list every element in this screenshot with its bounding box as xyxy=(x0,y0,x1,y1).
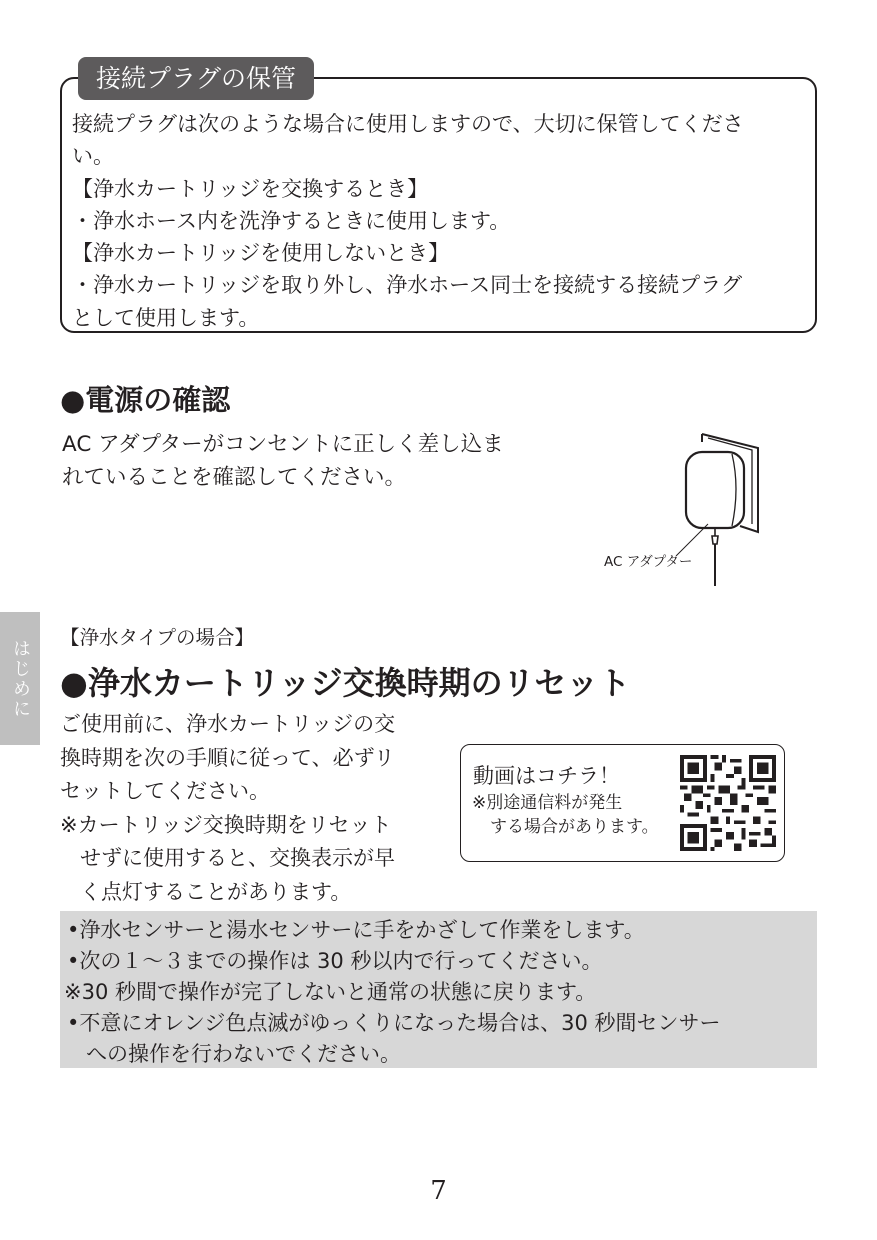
section-side-tab-label: はじめに xyxy=(10,638,31,719)
note-line: •次の１～３までの操作は 30 秒以内で行ってください。 xyxy=(67,949,603,973)
type-label: 【浄水タイプの場合】 xyxy=(60,626,255,649)
qr-code[interactable] xyxy=(680,755,776,851)
power-heading: ●電源の確認 xyxy=(60,383,231,417)
note-line: •浄水センサーと湯水センサーに手をかざして作業をします。 xyxy=(67,918,645,942)
ac-adapter-illustration xyxy=(590,428,780,588)
storage-title: 接続プラグの保管 xyxy=(78,57,314,100)
storage-line: ・浄水カートリッジを取り外し、浄水ホース同士を接続する接続プラグ xyxy=(72,273,743,298)
adapter-label: AC アダプター xyxy=(604,554,693,570)
storage-line: 【浄水カートリッジを交換するとき】 xyxy=(72,176,429,201)
power-text xyxy=(62,428,504,494)
reset-line: セットしてください。 xyxy=(60,779,270,803)
reset-note-line: く点灯することがあります。 xyxy=(80,879,352,904)
video-box-title: 動画はコチラ！ xyxy=(473,764,620,788)
reset-note-line: ※カートリッジ交換時期をリセット xyxy=(60,812,392,837)
storage-line: ・浄水ホース内を洗浄するときに使用します。 xyxy=(72,208,511,233)
storage-line: い。 xyxy=(72,144,114,169)
note-line: •不意にオレンジ色点滅がゆっくりになった場合は、30 秒間センサー xyxy=(67,1011,721,1035)
power-line: AC アダプターがコンセントに正しく差し込ま xyxy=(62,432,504,457)
reset-note-line: せずに使用すると、交換表示が早 xyxy=(80,846,395,870)
notes-box xyxy=(60,911,817,1068)
storage-line: 【浄水カートリッジを使用しないとき】 xyxy=(72,241,450,266)
reset-line: 換時期を次の手順に従って、必ずリ xyxy=(60,745,395,770)
video-box-note: する場合があります。 xyxy=(490,817,659,837)
note-line: への操作を行わないでください。 xyxy=(86,1042,401,1066)
video-box-note: ※別途通信料が発生 xyxy=(472,793,623,813)
storage-line: 接続プラグは次のような場合に使用しますので、大切に保管してくださ xyxy=(72,112,744,136)
note-line: ※30 秒間で操作が完了しないと通常の状態に戻ります。 xyxy=(64,980,597,1004)
section-side-tab xyxy=(0,612,40,745)
reset-heading: ●浄水カートリッジ交換時期のリセット xyxy=(60,664,631,702)
reset-text xyxy=(60,708,395,909)
power-line: れていることを確認してください。 xyxy=(62,465,407,490)
reset-line: ご使用前に、浄水カートリッジの交 xyxy=(60,712,396,736)
storage-line: として使用します。 xyxy=(72,305,260,330)
page-number: 7 xyxy=(430,1176,447,1206)
storage-text xyxy=(72,108,812,334)
